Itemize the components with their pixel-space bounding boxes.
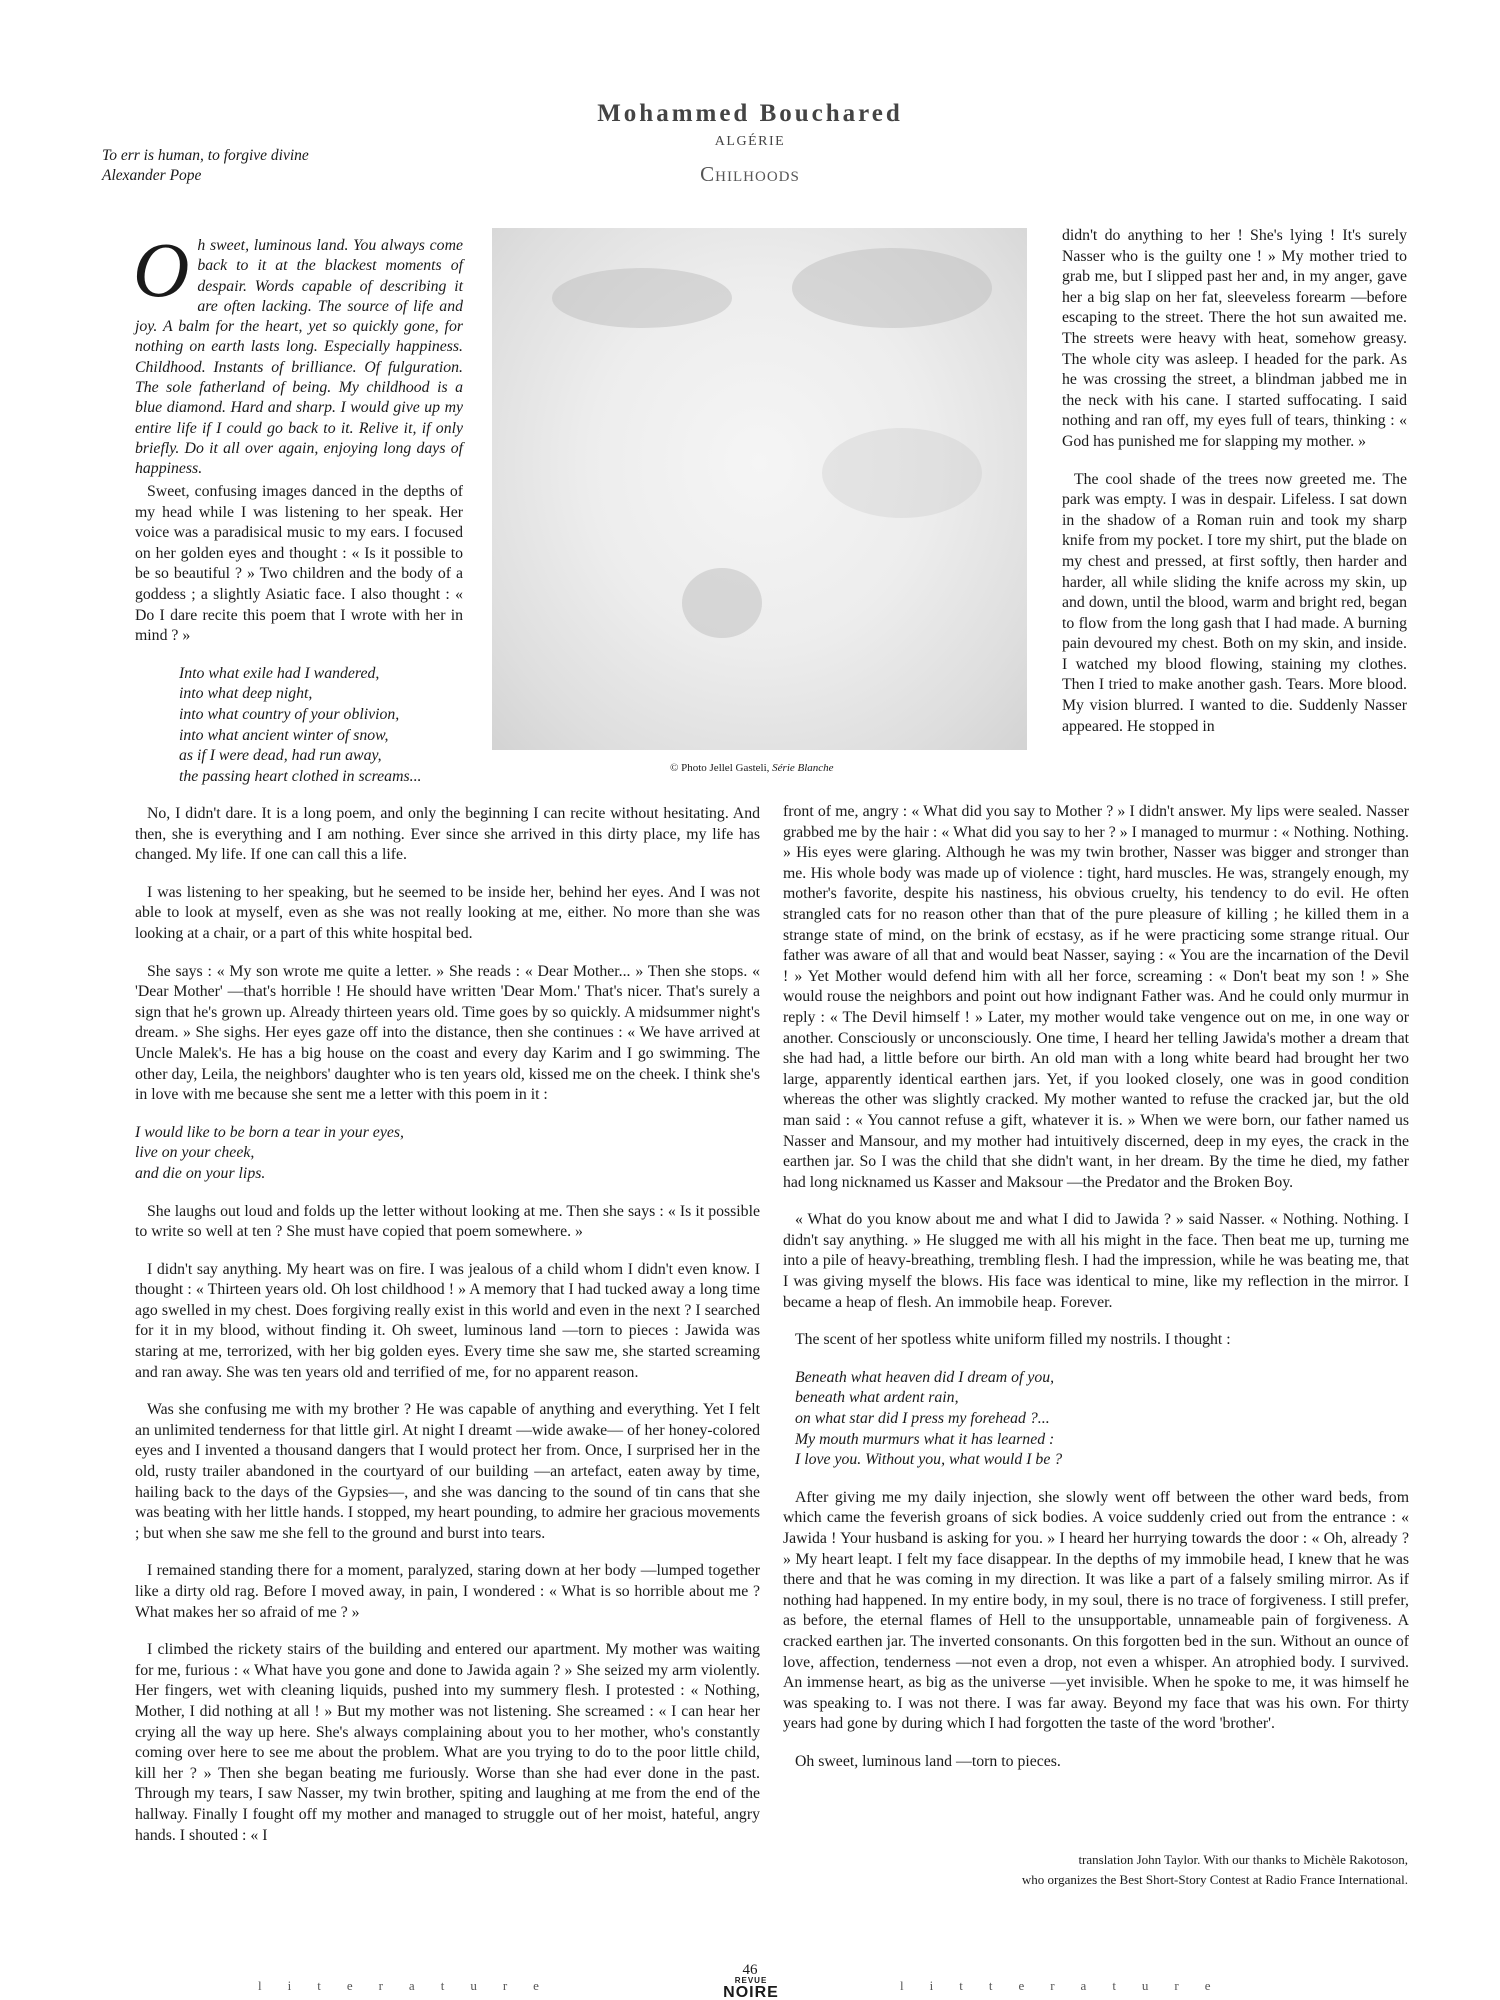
credit-line: translation John Taylor. With our thanks to Michèle Rakotoson, [1078,1852,1408,1867]
paragraph: She laughs out loud and folds up the letter without looking at me. Then she says : « Is it possible to write so well at ten ? She must have copied that poem somewhere. » [135,1202,760,1241]
poem-line: and die on your lips. [135,1164,266,1182]
paragraph: No, I didn't dare. It is a long poem, and only the beginning I can recite without hesitating. And then, she is everything and I am nothing. Ever since she arrived in this dirty place, my life has changed. My life. If one can call this a life. [135,805,760,864]
translation-credit [1022,1850,1408,1890]
caption-series: Série Blanche [772,762,834,774]
paragraph: Oh sweet, luminous land —torn to pieces. [795,1752,1061,1770]
poem [179,664,463,788]
paragraph: « What do you know about me and what I did to Jawida ? » said Nasser. « Nothing. Nothing. I didn't say anything. » He slugged me with all his might in the face. Then beat me up, turning me into a pile of heavy-breathing, trembling flesh. I had the impression, while he was beating me, that I was giving myself the blows. His face was identical to mine, like my reflection in the mirror. I became a heap of flesh. An immobile heap. Forever. [783,1211,1409,1311]
revue-noire-logo [722,1976,780,2000]
paragraph: didn't do anything to her ! She's lying ! It's surely Nasser who is the guilty one ! » My mother tried to grab me, but I slipped past her and, in my anger, gave her a big slap on her fat, sleeveless forearm —before escaping to the street. There the hot sun awaited me. The streets were heavy with heat, somehow greasy. The whole city was asleep. I headed for the park. As he was crossing the street, a blindman jabbed me in the neck with his cane. I started suffocating. I said nothing and ran off, my eyes full of tears, thinking : « God has punished me for slapping my mother. » [1062,227,1407,450]
poem-line: live on your cheek, [135,1144,255,1162]
intro-paragraph [133,226,463,497]
story-title: Chilhoods [700,162,800,186]
paragraph: I was listening to her speaking, but he seemed to be inside her, behind her eyes. And I was not able to look at myself, even as she was not really looking at me, either. No more than she was looking at a chair, or a part of this white hospital bed. [135,883,760,942]
footer-word-left: literature [258,1978,565,1993]
paragraph: Sweet, confusing images danced in the depths of my head while I was listening to her speak. Her voice was a paradisical music to my ears. I focused on her golden eyes and thought : « Is it possible to be so beautiful ? » Two children and the body of a goddess ; a slightly Asiatic face. I also thought : « Do I dare recite this poem that I wrote with her in mind ? » [135,483,463,645]
poem-line: into what ancient winter of snow, [179,726,389,744]
poem-line: Into what exile had I wandered, [179,664,380,682]
paragraph: front of me, angry : « What did you say to Mother ? » I didn't answer. My lips were sealed. Nasser grabbed me by the hair : « What did you say to her ? » I managed to murmur : « Nothing. Nothing. » His eyes were glaring. Although he was my twin brother, Nasser was bigger and stronger than me. His whole body was made up of violence : tight, hard muscles. He was, strangely enough, my mother's favorite, despite his nastiness, his obvious cruelty, his tendency to do evil. He often strangled cats for no reason other than that of the pure pleasure of killing ; he killed them in a strange state of mind, on the brink of ecstasy, as if he were practicing some strange ritual. Our father was aware of all that and would beat Nasser, saying : « You are the incarnation of the Devil ! » Yet Mother would defend him with all her force, screaming : « Don't beat my son ! » She would rouse the neighbors and point out how indignant Father was. And he could only murmur in reply : « The Devil himself ! » Later, my mother would take vengence out on me, in one way or another. Consciously or unconsciously. One time, I heard her telling Jawida's mother a dream that she had had, a little before our birth. An old man with a long white beard had brought her two large, apparently identical earthen jars. Yet, if you looked closely, one was in good condition whereas the other was slightly cracked. My mother wanted to refuse the cracked jar, but the old man said : « You cannot refuse a gift, whatever it is. » When we were born, our father named us Nasser and Mansour, and my mother had intuitively discerned, deep in my eyes, the crack in the earthen jar. So I was the child that she didn't want, in her dream. By the time he died, my father had long nicknamed us Kasser and Maksour —the Predator and the Broken Boy. [783,803,1409,1191]
column-left-top [135,482,463,787]
poem-line: I would like to be born a tear in your eyes, [135,1123,404,1141]
drop-cap: O [133,226,190,313]
footer-word-right: litterature [900,1978,1237,1993]
logo-big-text: NOIRE [723,1984,779,2000]
poem-line: the passing heart clothed in screams... [179,767,422,785]
poem-line: I love you. Without you, what would I be ? [795,1451,1063,1469]
poem-line: into what deep night, [179,685,313,703]
poem-line: on what star did I press my forehead ?... [795,1410,1050,1428]
paragraph: I remained standing there for a moment, paralyzed, staring down at her body —lumped together like a dirty old rag. Before I moved away, in pain, I wondered : « What is so horrible about me ? What makes her so afraid of me ? » [135,1562,760,1621]
intro-text: h sweet, luminous land. You always come back to it at the blackest moments of despair. Words capable of describing it are often lacking. The source of life and joy. A balm for the heart, yet so quickly gone, for nothing on earth lasts long. Especially happiness. Childhood. Instants of brilliance. Of fulguration. The sole fatherland of being. My childhood is a blue diamond. Hard and sharp. I would give up my entire life if I could go back to it. Relive it, if only briefly. Do it all over again, enjoying long days of happiness. [135,237,463,478]
paragraph: After giving me my daily injection, she slowly went off between the other ward beds, from which came the feverish groans of sick bodies. A voice suddenly cried out from the entrance : « Jawida ! Your husband is asking for you. » I heard her hurrying towards the door : « Oh, already ? » My heart leapt. I felt my face disappear. In the depths of my immobile head, I knew that he was there and that he was coming in my direction. It was like a part of a falsely smiling mirror. As if nothing had happened. In my entire body, in my soul, there is no trace of forgiveness. I still prefer, as before, the eternal flames of Hell to the unsupportable, unnameable pain of forgiveness. A cracked earthen jar. The inverted consonants. On this forgotten bed in the sun. Without an ounce of love, affection, tenderness —not even a drop, not even a whisper. An atrophied body. I survived. An immense heart, as big as the universe —yet invisible. When he spoke to me, it was himself he was speaking to. I was not there. I was far away. Beyond my face that was his own. For thirty years had gone by during which I had forgotten the taste of the word 'brother'. [783,1488,1409,1733]
column-right-top [1062,226,1407,754]
poem-line: into what country of your oblivion, [179,705,400,723]
credit-line: who organizes the Best Short-Story Contest at Radio France International. [1021,1872,1408,1887]
epigraph-source: Alexander Pope [102,167,202,184]
photo-shadow [552,268,732,328]
poem-line: beneath what ardent rain, [795,1389,959,1407]
paragraph: She says : « My son wrote me quite a letter. » She reads : « Dear Mother... » Then she stops. « 'Dear Mother' —that's horrible ! He should have written 'Dear Mom.' That's nicer. That's surely a sign that he's grown up. Already thirteen years old. Time goes by so quickly. A midsummer night's dream. » She sighs. Her eyes gaze off into the distance, then she continues : « We have arrived at Uncle Malek's. He has a big house on the coast and every day Karim and I go swimming. The other day, Leila, the neighbors' daughter who is ten years old, kissed me on the cheek. I think she's in love with me because she sent me a letter with this poem in it : [135,962,760,1104]
poem-line: My mouth murmurs what it has learned : [795,1430,1055,1448]
column-right [783,802,1409,1790]
paragraph: Was she confusing me with my brother ? He was capable of anything and everything. Yet I felt an unlimited tenderness for that little girl. At night I dreamt —wide awake— of her honey-colored eyes and I invented a thousand dangers that I would protect her from. Once, I surprised her in the old, rusty trailer abandoned in the courtyard of our building —an artefact, eaten away by time, hailing back to the days of the Gypsies—, and she was dancing to the sound of tin cans that she was beating with her little hands. I stopped, my heart pounding, to admire her gracious movements ; but when she saw me she fell to the ground and burst into tears. [135,1401,760,1542]
photo-caption [670,762,834,774]
author-country: ALGÉRIE [714,134,786,149]
page-number: 46 [742,1962,758,1978]
paragraph: The cool shade of the trees now greeted me. The park was empty. I was in despair. Lifeless. I sat down in the shadow of a Roman ruin and took my sharp knife from my pocket. I tore my shirt, put the blade on my chest and pressed, at first softly, then harder and harder, all while sliding the knife across my skin, up and down, until the blood, warm and bright red, began to flow from the long gash that I had made. A burning pain devoured my chest. Both on my skin, and inside. I watched my blood flowing, staining my clothes. Then I tried to make another gash. Tears. More blood. My vision blurred. I wanted to die. Suddenly Nasser appeared. He stopped in [1062,470,1407,735]
photo-shadow [682,568,762,638]
poem-line: as if I were dead, had run away, [179,747,382,765]
paragraph: I didn't say anything. My heart was on fire. I was jealous of a child whom I didn't even know. I thought : « Thirteen years old. Oh lost childhood ! » A memory that I had tucked away a long time ago swelled in my chest. Does forgiving really exist in this world and even in the next ? I searched for it in my blood, without finding it. Oh sweet, luminous land —torn to pieces : Jawida was staring at me, terrorized, with her big golden eyes. Every time she saw me, she started screaming and ran away. She was ten years old and terrified of me, for no apparent reason. [135,1260,760,1381]
paragraph: I climbed the rickety stairs of the building and entered our apartment. My mother was waiting for me, furious : « What have you gone and done to Jawida again ? » She seized my arm violently. Her fingers, wet with cleaning liquids, pushed into my summery flesh. I protested : « Nothing, Mother, I did nothing at all ! » But my mother was not listening. She screamed : « I can hear her crying all the way up here. She's always complaining about you to her mother, who's constantly coming over here to see me about the problem. What are you trying to do to the poor little child, kill her ? » Then she began beating me furiously. Worse than she had ever done in the past. Through my tears, I saw Nasser, my twin brother, spiting and laughing at me from the end of the hallway. Finally I fought off my mother and managed to struggle out of her moist, hateful, angry hands. I shouted : « I [135,1641,760,1844]
epigraph-quote: To err is human, to forgive divine [102,147,309,164]
column-left [135,804,760,1863]
epigraph [102,146,309,186]
poem-line: Beneath what heaven did I dream of you, [795,1368,1055,1386]
paragraph: The scent of her spotless white uniform filled my nostrils. I thought : [795,1331,1231,1349]
poem [795,1368,1409,1471]
poem [135,1123,760,1185]
caption-credit: © Photo Jellel Gasteli, [670,762,773,774]
author-name: Mohammed Bouchared [597,100,903,127]
photo-shadow [822,428,982,518]
photo [492,228,1027,750]
logo-small-text: REVUE [734,1976,768,1985]
photo-shadow [792,248,992,328]
